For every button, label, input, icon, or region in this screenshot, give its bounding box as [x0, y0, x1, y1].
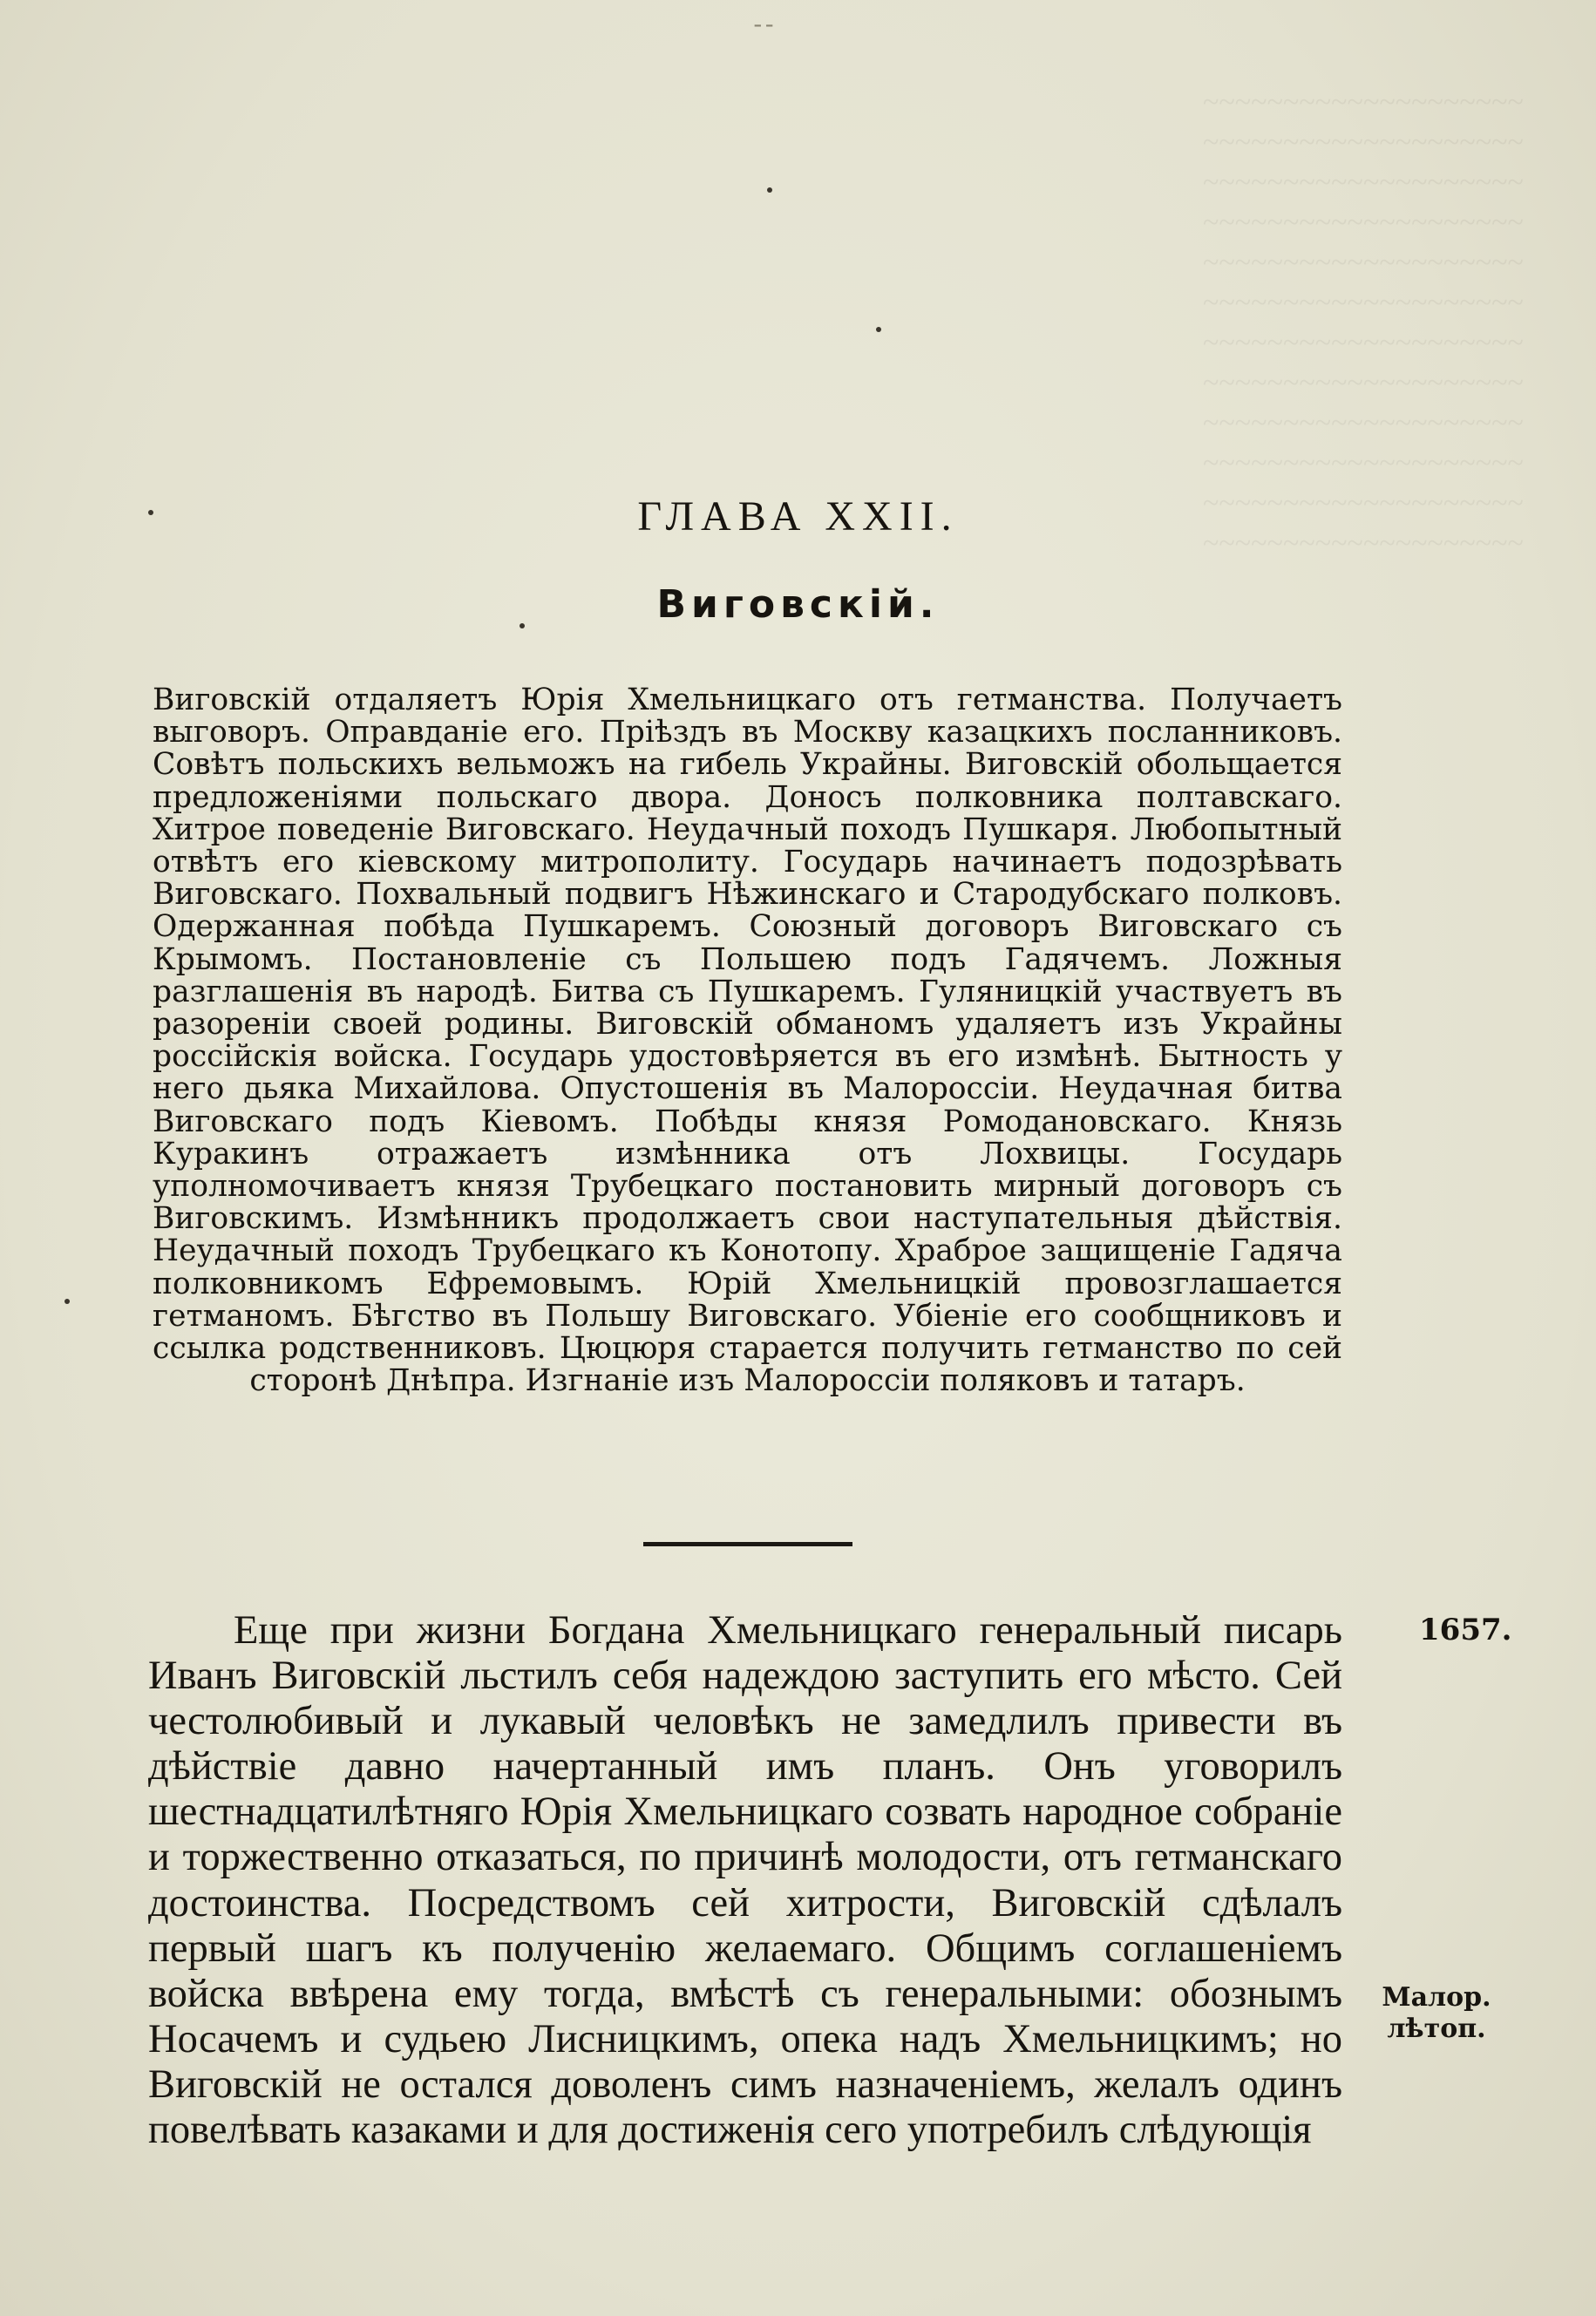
print-speck: [148, 510, 153, 515]
print-speck: [520, 623, 525, 628]
chapter-subtitle: Виговскій.: [656, 582, 940, 627]
margin-note-source: Малор. лѣтоп.: [1382, 1982, 1491, 2044]
bleed-through-text: ~~~~~~~~~~~~~~~~~~~~ ~~~~~~~~~~~~~~~~~~~~ ~~~~~~~~~~~~~~~~~~~~ ~~~~~~~~~~~~~~~~~~~~ ~~~~~~~~~~~~~~~~~~~~ ~~~~~~~~~~~~~~~~~~~~ ~~~~~~~~~~~~~~~~~~~~ ~~~~~~~~~~~~~~~~~~~~ ~~~~~~~~~~~~~~~~~~~~ ~~~~~~~~~~~~~~~~~~~~ ~~~~~~~~~~~~~~~~~~~~ ~~~~~~~~~~~~~~~~~~~~: [1203, 86, 1524, 560]
margin-note-year: 1657.: [1419, 1613, 1512, 1647]
body-paragraph: Еще при жизни Богдана Хмельницкаго генеральный писарь Иванъ Виговскій льстилъ себя надеждою заступить его мѣсто. Сей честолюбивый и лукавый человѣкъ не замедлилъ привести въ дѣйствіе давно начертанный имъ планъ. Онъ уговорилъ шестнадцатилѣтняго Юрія Хмельницкаго созвать народное собраніе и торжественно отказаться, по причинѣ молодости, отъ гетманскаго достоинства. Посредствомъ сей хитрости, Виговскій сдѣлалъ первый шагъ къ полученію желаемаго. Общимъ соглашеніемъ войска ввѣрена ему тогда, вмѣстѣ съ генеральными: обознымъ Носачемъ и судьею Лисницкимъ, опека надъ Хмельницкимъ; но Виговскій не остался доволенъ симъ назначеніемъ, желалъ одинъ повелѣвать казаками и для достиженія сего употребилъ слѣдующія: [148, 1608, 1342, 2153]
print-speck: [65, 1299, 70, 1304]
print-speck: [876, 327, 881, 332]
section-divider: [643, 1542, 852, 1546]
chapter-summary: Виговскій отдаляетъ Юрія Хмельницкаго отъ гетманства. Получаетъ выговоръ. Оправданіе его. Пріѣздъ въ Москву казацкихъ посланниковъ. Совѣтъ польскихъ вельможъ на гибель Украйны. Виговскій обольщается предложеніями польскаго двора. Доносъ полковника полтавскаго. Хитрое поведеніе Виговскаго. Неудачный походъ Пушкаря. Любопытный отвѣтъ его кіевскому митрополиту. Государь начинаетъ подозрѣвать Виговскаго. Похвальный подвигъ Нѣжинскаго и Стародубскаго полковъ. Одержанная побѣда Пушкаремъ. Союзный договоръ Виговскаго съ Крымомъ. Постановленіе съ Польшею подъ Гадячемъ. Ложныя разглашенія въ народѣ. Битва съ Пушкаремъ. Гуляницкій участвуетъ въ разореніи своей родины. Виговскій обманомъ удаляетъ изъ Украйны россійскія войска. Государь удостовѣряется въ его измѣнѣ. Бытность у него дьяка Михайлова. Опустошенія въ Малороссіи. Неудачная битва Виговскаго подъ Кіевомъ. Побѣды князя Ромодановскаго. Князь Куракинъ отражаетъ измѣнника отъ Лохвицы. Государь уполномочиваетъ князя Трубецкаго постановить мирный договоръ съ Виговскимъ. Измѣнникъ продолжаетъ свои наступательныя дѣйствія. Неудачный походъ Трубецкаго къ Конотопу. Храброе защищеніе Гадяча полковникомъ Ефремовымъ. Юрій Хмельницкій провозглашается гетманомъ. Бѣгство въ Польшу Виговскаго. Убіеніе его сообщниковъ и ссылка родственниковъ. Цюцюря старается получить гетманство по сей сторонѣ Днѣпра. Изгнаніе изъ Малороссіи поляковъ и татаръ.: [153, 683, 1342, 1399]
page-marker: --: [753, 10, 778, 37]
print-speck: [767, 187, 772, 193]
chapter-title: ГЛАВА XXII.: [637, 493, 959, 540]
